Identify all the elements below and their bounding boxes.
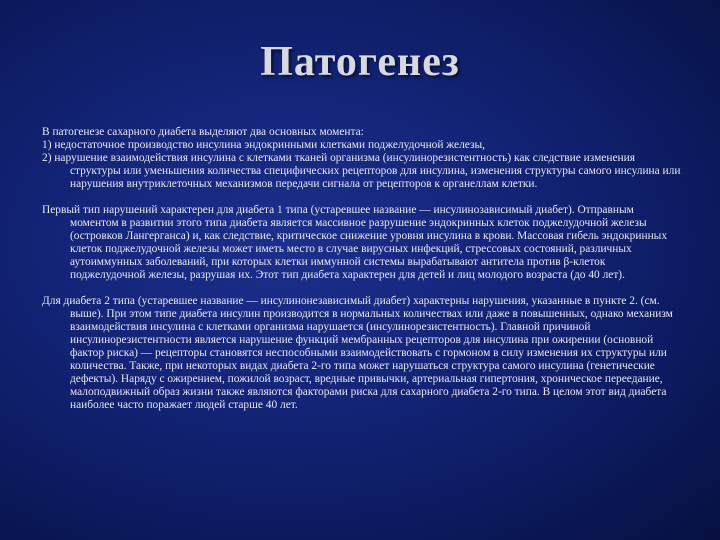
slide-body	[42, 126, 682, 412]
list-item-2: 2) нарушение взаимодействия инсулина с клетками тканей организма (инсулинорезистентность) как следствие изменения структуры или уменьшения количества специфических рецепторов для инсулина, изменения структуры самого инсулина или нарушения внутриклеточных механизмов передачи сигнала от рецепторов к органеллам клетки.	[42, 152, 681, 190]
list-item-1: 1) недостаточное производство инсулина эндокринными клетками поджелудочной железы,	[42, 139, 485, 151]
intro-text: В патогенезе сахарного диабета выделяют два основных момента:	[42, 126, 364, 138]
slide-title: Патогенез	[260, 39, 460, 85]
paragraph-type2-diabetes: Для диабета 2 типа (устаревшее название — инсулинонезависимый диабет) характерны нарушения, указанные в пункте 2. (см. выше). При этом типе диабета инсулин производится в нормальных количествах или даже в повышенных, однако механизм взаимодействия инсулина с клетками организма нарушается (инсулинорезистентность). Главной причиной инсулинорезистентности является нарушение функций мембранных рецепторов для инсулина при ожирении (основной фактор риска) — рецепторы становятся неспособными взаимодействовать с гормоном в силу изменения их структуры или количества. Также, при некоторых видах диабета 2-го типа может нарушаться структура самого инсулина (генетические дефекты). Наряду с ожирением, пожилой возраст, вредные привычки, артериальная гипертония, хроническое переедание, малоподвижный образ жизни также являются факторами риска для сахарного диабета 2-го типа. В целом этот вид диабета наиболее часто поражает людей старше 40 лет.	[42, 295, 673, 411]
paragraph-type1-diabetes: Первый тип нарушений характерен для диабета 1 типа (устаревшее название — инсулинозависимый диабет). Отправным моментом в развитии этого типа диабета является массивное разрушение эндокринных клеток поджелудочной железы (островков Лангерганса) и, как следствие, критическое снижение уровня инсулина в крови. Массовая гибель эндокринных клеток поджелудочной железы может иметь место в случае вирусных инфекций, стрессовых состояний, различных аутоиммунных заболеваний, при которых клетки иммунной системы вырабатывают антитела против β-клеток поджелудочной железы, разрушая их. Этот тип диабета характерен для детей и лиц молодого возраста (до 40 лет).	[42, 204, 668, 281]
